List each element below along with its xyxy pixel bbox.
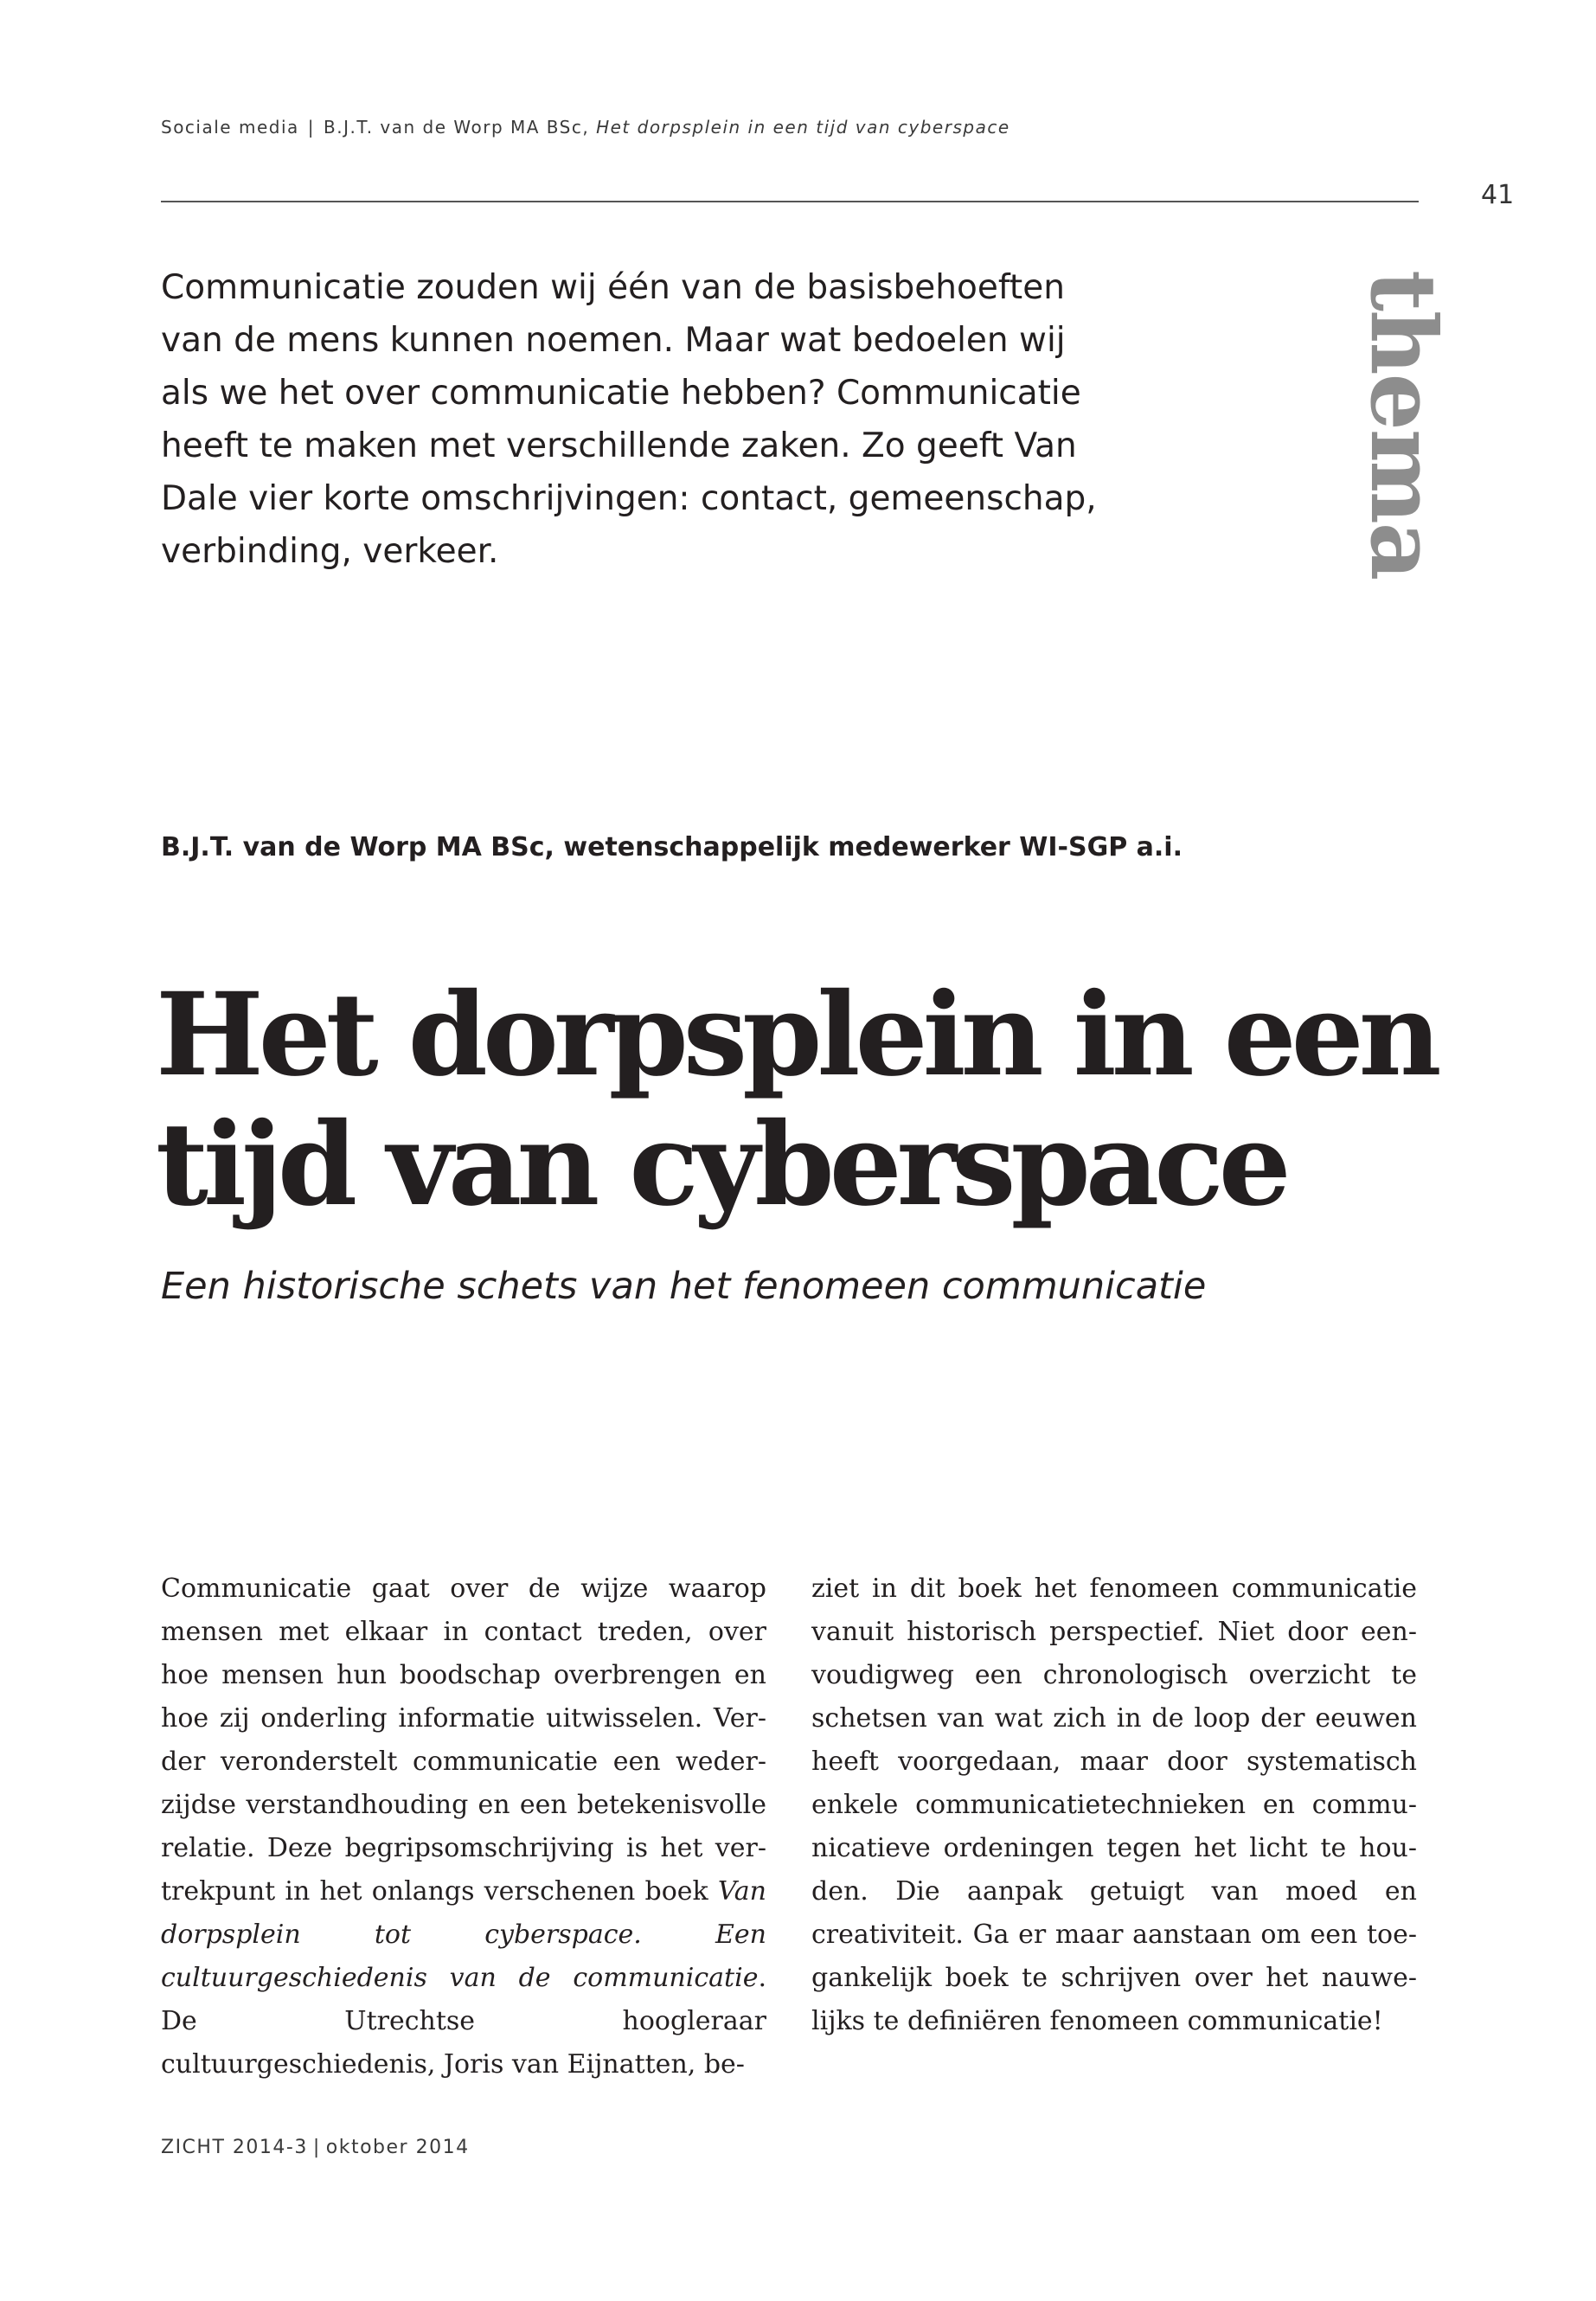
article-subtitle: Een historische schets van het fenomeen communicatie [161,1265,1207,1308]
author-byline: B.J.T. van de Worp MA BSc, wetenschappelijk medewerker WI-SGP a.i. [161,832,1183,862]
section-label-thema: thema [1350,270,1457,580]
footer-issue: ZICHT 2014-3 [161,2137,308,2158]
body-left-text-1: Communicatie gaat over de wijze waarop mensen met elkaar in contact treden, over hoe mensen hun boodschap overbrengen en hoe zij onderling informatie uitwisselen. Verder veronderstelt communicatie een wederzijdse verstandhouding en een betekenisvolle relatie. Deze begripsomschrijving is het vertrekpunt in het onlangs verschenen boek [161,1574,766,1907]
intro-paragraph: Communicatie zouden wij één van de basisbehoeften van de mens kunnen noemen. Maar wat bedoelen wij als we het over communicatie hebben? Communicatie heeft te maken met verschillende zaken. Zo geeft Van Dale vier korte omschrijvingen: contact, gemeenschap, verbinding, verkeer. [161,268,1097,571]
body-left-text-2: . De Utrechtse hoogleraar cultuurgeschiedenis, Joris van Eijnatten, be- [161,1963,766,2080]
book-title: Van dorpsplein tot cyberspace. Een cultuurgeschiedenis van de communicatie [161,1876,766,1993]
header-rule [161,201,1419,202]
body-column-right: ziet in dit boek het fenomeen communicatie vanuit historisch perspectief. Niet door eenvoudigweg een chronologisch overzicht te schetsen van wat zich in de loop der eeuwen heeft voorgedaan, maar door systematisch enkele communicatietechnieken en communicatieve ordeningen tegen het licht te houden. Die aanpak getuigt van moed en creativiteit. Ga er maar aanstaan om een toegankelijk boek te schrijven over het nauwelijks te definiëren fenomeen communicatie! [811,1574,1417,2036]
page-number: 41 [1481,180,1515,210]
article-title: Het dorpsplein in een tijd van cyberspace [156,968,1437,1232]
running-head-article-title: Het dorpsplein in een tijd van cyberspace [596,117,1010,138]
body-column-left [161,1567,766,2086]
page-footer [161,2137,470,2158]
running-head-section: Sociale media [161,117,299,138]
running-head-separator: | [307,117,316,138]
running-head-author: B.J.T. van de Worp MA BSc, [324,117,590,138]
running-head [161,117,1010,138]
footer-date: oktober 2014 [325,2137,470,2158]
footer-separator: | [312,2137,321,2158]
